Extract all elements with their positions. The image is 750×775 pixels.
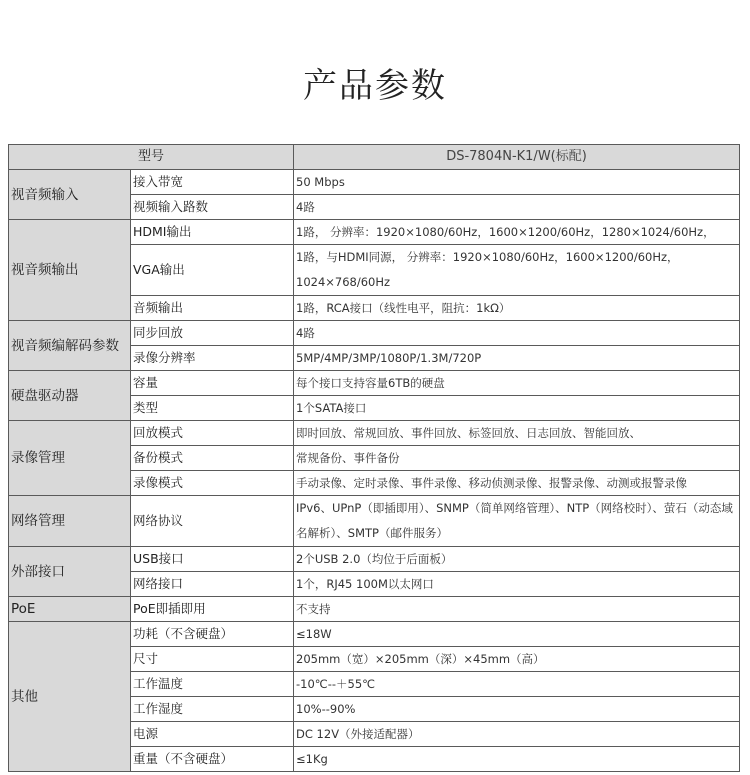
- value-cell: 1路，RCA接口（线性电平，阻抗：1kΩ）: [294, 296, 740, 321]
- value-cell: 2个USB 2.0（均位于后面板）: [294, 547, 740, 572]
- value-cell: 50 Mbps: [294, 170, 740, 195]
- param-cell: 备份模式: [131, 446, 294, 471]
- table-row: [9, 622, 740, 647]
- value-cell: 10%--90%: [294, 697, 740, 722]
- param-cell: PoE即插即用: [131, 597, 294, 622]
- header-model-value: DS-7804N-K1/W(标配): [294, 145, 740, 170]
- category-cell: 视音频输出: [9, 220, 131, 321]
- spec-table: [8, 144, 740, 772]
- category-cell: PoE: [9, 597, 131, 622]
- category-cell: 外部接口: [9, 547, 131, 597]
- param-cell: HDMI输出: [131, 220, 294, 245]
- value-cell: 每个接口支持容量6TB的硬盘: [294, 371, 740, 396]
- param-cell: 接入带宽: [131, 170, 294, 195]
- table-row: [9, 371, 740, 396]
- category-cell: 其他: [9, 622, 131, 772]
- value-cell: 4路: [294, 195, 740, 220]
- value-cell: 1个，RJ45 100M以太网口: [294, 572, 740, 597]
- param-cell: 网络接口: [131, 572, 294, 597]
- param-cell: 工作温度: [131, 672, 294, 697]
- param-cell: 回放模式: [131, 421, 294, 446]
- param-cell: 视频输入路数: [131, 195, 294, 220]
- param-cell: 重量（不含硬盘）: [131, 747, 294, 772]
- category-cell: 视音频编解码参数: [9, 321, 131, 371]
- param-cell: 录像模式: [131, 471, 294, 496]
- value-cell: 1个SATA接口: [294, 396, 740, 421]
- value-cell: 常规备份、事件备份: [294, 446, 740, 471]
- value-cell: 不支持: [294, 597, 740, 622]
- header-model-label: 型号: [9, 145, 294, 170]
- param-cell: 网络协议: [131, 496, 294, 547]
- category-cell: 录像管理: [9, 421, 131, 496]
- param-cell: 容量: [131, 371, 294, 396]
- table-row: [9, 321, 740, 346]
- table-header-row: [9, 145, 740, 170]
- value-cell: 即时回放、常规回放、事件回放、标签回放、日志回放、智能回放、: [294, 421, 740, 446]
- category-cell: 视音频输入: [9, 170, 131, 220]
- table-row: [9, 597, 740, 622]
- value-cell: 205mm（宽）×205mm（深）×45mm（高）: [294, 647, 740, 672]
- category-cell: 网络管理: [9, 496, 131, 547]
- table-row: [9, 547, 740, 572]
- param-cell: USB接口: [131, 547, 294, 572]
- value-cell: 1路，与HDMI同源， 分辨率：1920×1080/60Hz，1600×1200/60Hz，1024×768/60Hz: [294, 245, 740, 296]
- value-cell: ≤1Kg: [294, 747, 740, 772]
- param-cell: 同步回放: [131, 321, 294, 346]
- table-row: [9, 496, 740, 547]
- table-row: [9, 170, 740, 195]
- value-cell: DC 12V（外接适配器）: [294, 722, 740, 747]
- value-cell: 1路， 分辨率：1920×1080/60Hz，1600×1200/60Hz，1280×1024/60Hz，: [294, 220, 740, 245]
- table-row: [9, 421, 740, 446]
- param-cell: 工作湿度: [131, 697, 294, 722]
- category-cell: 硬盘驱动器: [9, 371, 131, 421]
- param-cell: 电源: [131, 722, 294, 747]
- page-title: 产品参数: [303, 66, 447, 106]
- value-cell: -10℃--＋55℃: [294, 672, 740, 697]
- param-cell: 类型: [131, 396, 294, 421]
- value-cell: ≤18W: [294, 622, 740, 647]
- param-cell: 尺寸: [131, 647, 294, 672]
- value-cell: IPv6、UPnP（即插即用）、SNMP（简单网络管理）、NTP（网络校时）、萤石（动态域名解析）、SMTP（邮件服务）: [294, 496, 740, 547]
- param-cell: 功耗（不含硬盘）: [131, 622, 294, 647]
- param-cell: 音频输出: [131, 296, 294, 321]
- value-cell: 手动录像、定时录像、事件录像、移动侦测录像、报警录像、动测或报警录像: [294, 471, 740, 496]
- value-cell: 4路: [294, 321, 740, 346]
- param-cell: 录像分辨率: [131, 346, 294, 371]
- table-row: [9, 220, 740, 245]
- value-cell: 5MP/4MP/3MP/1080P/1.3M/720P: [294, 346, 740, 371]
- param-cell: VGA输出: [131, 245, 294, 296]
